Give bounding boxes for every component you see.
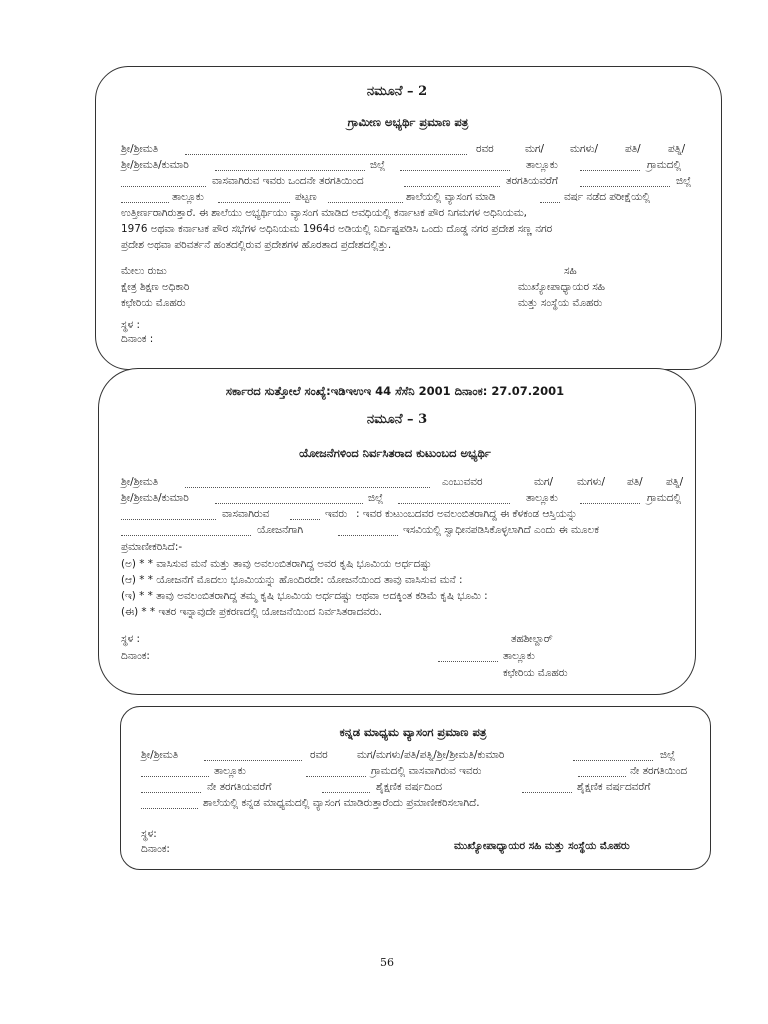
form-2-text: ತಾಲ್ಲೂಕು bbox=[172, 191, 204, 203]
form-2-text: ರವರ bbox=[476, 143, 494, 155]
taluk-label: ತಾಲ್ಲೂಕು bbox=[503, 650, 535, 662]
blank-line bbox=[580, 186, 670, 187]
place-label: ಸ್ಥಳ : bbox=[121, 633, 141, 645]
office-seal-label: ಕಛೇರಿಯ ಮೊಹರು bbox=[121, 297, 186, 309]
form-3-text: ಶ್ರೀ/ಶ್ರೀಮತಿ/ಕುಮಾರಿ bbox=[121, 492, 189, 504]
form-4-text: ಗ್ರಾಮದಲ್ಲಿ ವಾಸವಾಗಿರುವ ಇವರು bbox=[371, 765, 482, 777]
date-label: ದಿನಾಂಕ: bbox=[141, 843, 170, 855]
blank-line bbox=[522, 792, 572, 793]
form-2-paragraph: 1976 ಅಥವಾ ಕರ್ನಾಟಕ ಪೌರ ಸಭೆಗಳ ಅಧಿನಿಯಮ 1964ರ ಅಡಿಯಲ್ಲಿ ನಿರ್ದಿಷ್ಟಪಡಿಸಿ ಒಂದು ದೊಡ್ಡ ನಗರ ಪ್ರದೇಶ ಸಣ್ಣ ನಗರ bbox=[121, 223, 553, 235]
form-3-text: ಪ್ರಮಾಣೀಕರಿಸಿದೆ:- bbox=[121, 541, 183, 553]
blank-line bbox=[121, 535, 251, 536]
blank-line bbox=[540, 202, 560, 203]
blank-line bbox=[185, 487, 430, 488]
form-3-text: ಮಗ/ bbox=[534, 476, 554, 488]
form-3-item: (ಇ) * * ತಾವು ಅವಲಂಬಿತರಾಗಿದ್ದ ತಮ್ಮ ಕೃಷಿ ಭೂಮಿಯ ಅರ್ಧದಷ್ಟು ಅಥವಾ ಅದಕ್ಕಿಂತ ಕಡಿಮೆ ಕೃಷಿ ಭೂಮಿ : bbox=[121, 590, 488, 602]
form-3-text: ಗ್ರಾಮದಲ್ಲಿ bbox=[647, 492, 682, 504]
form-3-text: ಪತಿ/ bbox=[627, 476, 643, 488]
form-3-item: (ಆ) * * ಯೋಜನೆಗೆ ಮೊದಲು ಭೂಮಿಯನ್ನು ಹೊಂದಿರದೇ: ಯೋಜನೆಯಿಂದ ತಾವು ವಾಸಿಸುವ ಮನೆ : bbox=[121, 574, 463, 586]
countersign-label: ಮೇಲು ರುಜು bbox=[121, 265, 167, 277]
blank-line bbox=[578, 776, 626, 777]
blank-line bbox=[204, 760, 302, 761]
form-2-text: ಗ್ರಾಮದಲ್ಲಿ bbox=[647, 159, 682, 171]
form-2-text: ಪಟ್ಟಣ bbox=[295, 191, 317, 203]
form-2-text: ತರಗತಿಯವರೆಗೆ bbox=[506, 175, 558, 187]
form-2-text: ಶ್ರೀ/ಶ್ರೀಮತಿ/ಕುಮಾರಿ bbox=[121, 159, 189, 171]
place-label: ಸ್ಥಳ : bbox=[121, 319, 141, 331]
form-4-text: ಶ್ರೀ/ಶ್ರೀಮತಿ bbox=[141, 749, 179, 761]
form-2-text: ಪತಿ/ bbox=[625, 143, 641, 155]
form-4-text: ಶೈಕ್ಷಣಿಕ ವರ್ಷದವರೆಗೆ bbox=[577, 781, 651, 793]
form-2-text: ಜಿಲ್ಲೆ bbox=[676, 175, 692, 187]
blank-line bbox=[398, 503, 510, 504]
form-2-text: ವರ್ಷ ನಡೆದ ಪರೀಕ್ಷೆಯಲ್ಲಿ bbox=[564, 191, 651, 203]
blank-line bbox=[322, 792, 370, 793]
headmaster-sign-label: ಮುಖ್ಯೋಪಾಧ್ಯಾಯರ ಸಹಿ bbox=[518, 281, 605, 293]
form-2-text: ಜಿಲ್ಲೆ bbox=[370, 159, 386, 171]
blank-line bbox=[580, 170, 640, 171]
date-label: ದಿನಾಂಕ: bbox=[121, 650, 150, 662]
form-2-text: ಶಾಲೆಯಲ್ಲಿ ವ್ಯಾಸಂಗ ಮಾಡಿ bbox=[406, 191, 496, 203]
blank-line bbox=[290, 519, 320, 520]
form-4-text: ನೇ ತರಗತಿಯವರೆಗೆ bbox=[207, 781, 272, 793]
form-2-text: ತಾಲ್ಲೂಕು bbox=[526, 159, 558, 171]
form-2-paragraph: ಉತ್ತೀರ್ಣರಾಗಿರುತ್ತಾರೆ. ಈ ಶಾಲೆಯು ಅಭ್ಯರ್ಥಿಯು ವ್ಯಾಸಂಗ ಮಾಡಿದ ಅವಧಿಯಲ್ಲಿ ಕರ್ನಾಟಕ ಪೌರ ನಿಗಮಗಳ ಅಧಿನಿಯಮ, bbox=[121, 207, 527, 219]
blank-line bbox=[328, 202, 403, 203]
office-seal-label: ಕಛೇರಿಯ ಮೊಹರು bbox=[503, 667, 568, 679]
form-3-text: ಇಸವಿಯಲ್ಲಿ ಸ್ವಾಧೀನಪಡಿಸಿಕೊಳ್ಳಲಾಗಿದೆ ಎಂದು ಈ ಮೂಲಕ bbox=[403, 524, 599, 536]
headmaster-seal-label: ಮುಖ್ಯೋಪಾಧ್ಯಾಯರ ಸಹಿ ಮತ್ತು ಸಂಸ್ಥೆಯ ಮೊಹರು bbox=[454, 840, 630, 852]
date-label: ದಿನಾಂಕ : bbox=[121, 333, 154, 345]
blank-line bbox=[215, 503, 363, 504]
blank-line bbox=[580, 503, 640, 504]
form-2-text: ಮಗಳು/ bbox=[570, 143, 598, 155]
form-3-text: ಶ್ರೀ/ಶ್ರೀಮತಿ bbox=[121, 476, 159, 488]
form-4-text: ಶೈಕ್ಷಣಿಕ ವರ್ಷದಿಂದ bbox=[376, 781, 442, 793]
blank-line bbox=[573, 760, 653, 761]
form-2-paragraph: ಪ್ರದೇಶ ಅಥವಾ ಪರಿವರ್ತನೆ ಹಂತದಲ್ಲಿರುವ ಪ್ರದೇಶಗಳ ಹೊರತಾದ ಪ್ರದೇಶದಲ್ಲಿತ್ತು. bbox=[121, 239, 392, 251]
blank-line bbox=[306, 776, 366, 777]
blank-line bbox=[141, 776, 209, 777]
form-3-text: ಇವರು bbox=[325, 508, 348, 520]
form-3-text: ಪತ್ನಿ/ bbox=[666, 476, 684, 488]
form-4-text: ಜಿಲ್ಲೆ bbox=[660, 749, 676, 761]
form-4-text: ನೇ ತರಗತಿಯಿಂದ bbox=[630, 765, 688, 777]
form-3-text: ಎಂಬುವವರ bbox=[442, 476, 483, 488]
tahsildar-label: ತಹಶೀಲ್ದಾರ್ bbox=[511, 633, 553, 645]
blank-line bbox=[121, 519, 216, 520]
form-3-text: ಯೋಜನೆಗಾಗಿ bbox=[257, 524, 304, 536]
institution-seal-label: ಮತ್ತು ಸಂಸ್ಥೆಯ ಮೊಹರು bbox=[518, 297, 603, 309]
form-2-text: ಮಗ/ bbox=[525, 143, 545, 155]
blank-line bbox=[141, 792, 201, 793]
blank-line bbox=[121, 186, 206, 187]
blank-line bbox=[185, 154, 467, 155]
signature-label: ಸಹಿ bbox=[564, 265, 577, 277]
form-3-text: ಮಗಳು/ bbox=[577, 476, 605, 488]
government-order-line: ಸರ್ಕಾರದ ಸುತ್ತೋಲೆ ಸಂಖ್ಯೆ:ಇಡಿಇಉಇ 44 ಸೆಸೆನಿ 2001 ದಿನಾಂಕ: 27.07.2001 bbox=[225, 384, 565, 398]
form-3-item: (ಈ) * * ಇತರ ಇನ್ನಾವುದೇ ಪ್ರಕರಣದಲ್ಲಿ ಯೋಜನೆಯಿಂದ ನಿರ್ವಸಿತರಾದವರು. bbox=[121, 606, 382, 618]
page-number: 56 bbox=[380, 956, 394, 969]
blank-line bbox=[218, 202, 290, 203]
form-2-line-1-label: ಶ್ರೀ/ಶ್ರೀಮತಿ bbox=[121, 143, 159, 155]
form-4-text: ರವರ bbox=[310, 749, 328, 761]
place-label: ಸ್ಥಳ: bbox=[141, 828, 157, 840]
blank-line bbox=[215, 170, 365, 171]
officer-label: ಕ್ಷೇತ್ರ ಶಿಕ್ಷಣ ಅಧಿಕಾರಿ bbox=[121, 281, 190, 293]
form-3-text: ಜಿಲ್ಲೆ bbox=[368, 492, 384, 504]
form-3-heading: ನಮೂನೆ – 3 bbox=[366, 412, 428, 427]
blank-line bbox=[338, 535, 398, 536]
form-3-text: ತಾಲ್ಲೂಕು bbox=[526, 492, 558, 504]
blank-line bbox=[141, 808, 198, 809]
form-2-title: ಗ್ರಾಮೀಣ ಅಭ್ಯರ್ಥಿ ಪ್ರಮಾಣ ಪತ್ರ bbox=[347, 115, 469, 129]
blank-line bbox=[404, 186, 500, 187]
form-2-text: ಪತ್ನಿ/ bbox=[668, 143, 686, 155]
form-3-item: (ಅ) * * ವಾಸಿಸುವ ಮನೆ ಮತ್ತು ತಾವು ಅವಲಂಬಿತರಾಗಿದ್ದ ಅವರ ಕೃಷಿ ಭೂಮಿಯ ಅರ್ಧದಷ್ಟು bbox=[121, 558, 432, 570]
form-4-text: ಮಗ/ಮಗಳು/ಪತಿ/ಪತ್ನಿ/ಶ್ರೀ/ಶ್ರೀಮತಿ/ಕುಮಾರಿ bbox=[357, 749, 505, 761]
form-2-heading: ನಮೂನೆ – 2 bbox=[366, 84, 428, 99]
form-3-text: ವಾಸವಾಗಿರುವ bbox=[222, 508, 270, 520]
form-4-text: ಶಾಲೆಯಲ್ಲಿ ಕನ್ನಡ ಮಾಧ್ಯಮದಲ್ಲಿ ವ್ಯಾಸಂಗ ಮಾಡಿರುತ್ತಾರೆಂದು ಪ್ರಮಾಣೀಕರಿಸಲಾಗಿದೆ. bbox=[203, 797, 480, 809]
blank-line bbox=[400, 170, 510, 171]
form-3-text: : ಇವರ ಕುಟುಂಬದವರ ಅವಲಂಬಿತರಾಗಿದ್ದ ಈ ಕೆಳಕಂಡ ಆಸ್ತಿಯನ್ನು bbox=[356, 508, 578, 520]
form-4-text: ತಾಲ್ಲೂಕು bbox=[214, 765, 246, 777]
form-3-title: ಯೋಜನೆಗಳಿಂದ ನಿರ್ವಸಿತರಾದ ಕುಟುಂಬದ ಅಭ್ಯರ್ಥಿ bbox=[299, 446, 491, 460]
blank-line bbox=[121, 202, 169, 203]
blank-line bbox=[438, 661, 498, 662]
kannada-medium-title: ಕನ್ನಡ ಮಾಧ್ಯಮ ವ್ಯಾಸಂಗ ಪ್ರಮಾಣ ಪತ್ರ bbox=[339, 725, 487, 739]
form-2-text: ವಾಸವಾಗಿರುವ ಇವರು ಒಂದನೇ ತರಗತಿಯಿಂದ bbox=[212, 175, 364, 187]
